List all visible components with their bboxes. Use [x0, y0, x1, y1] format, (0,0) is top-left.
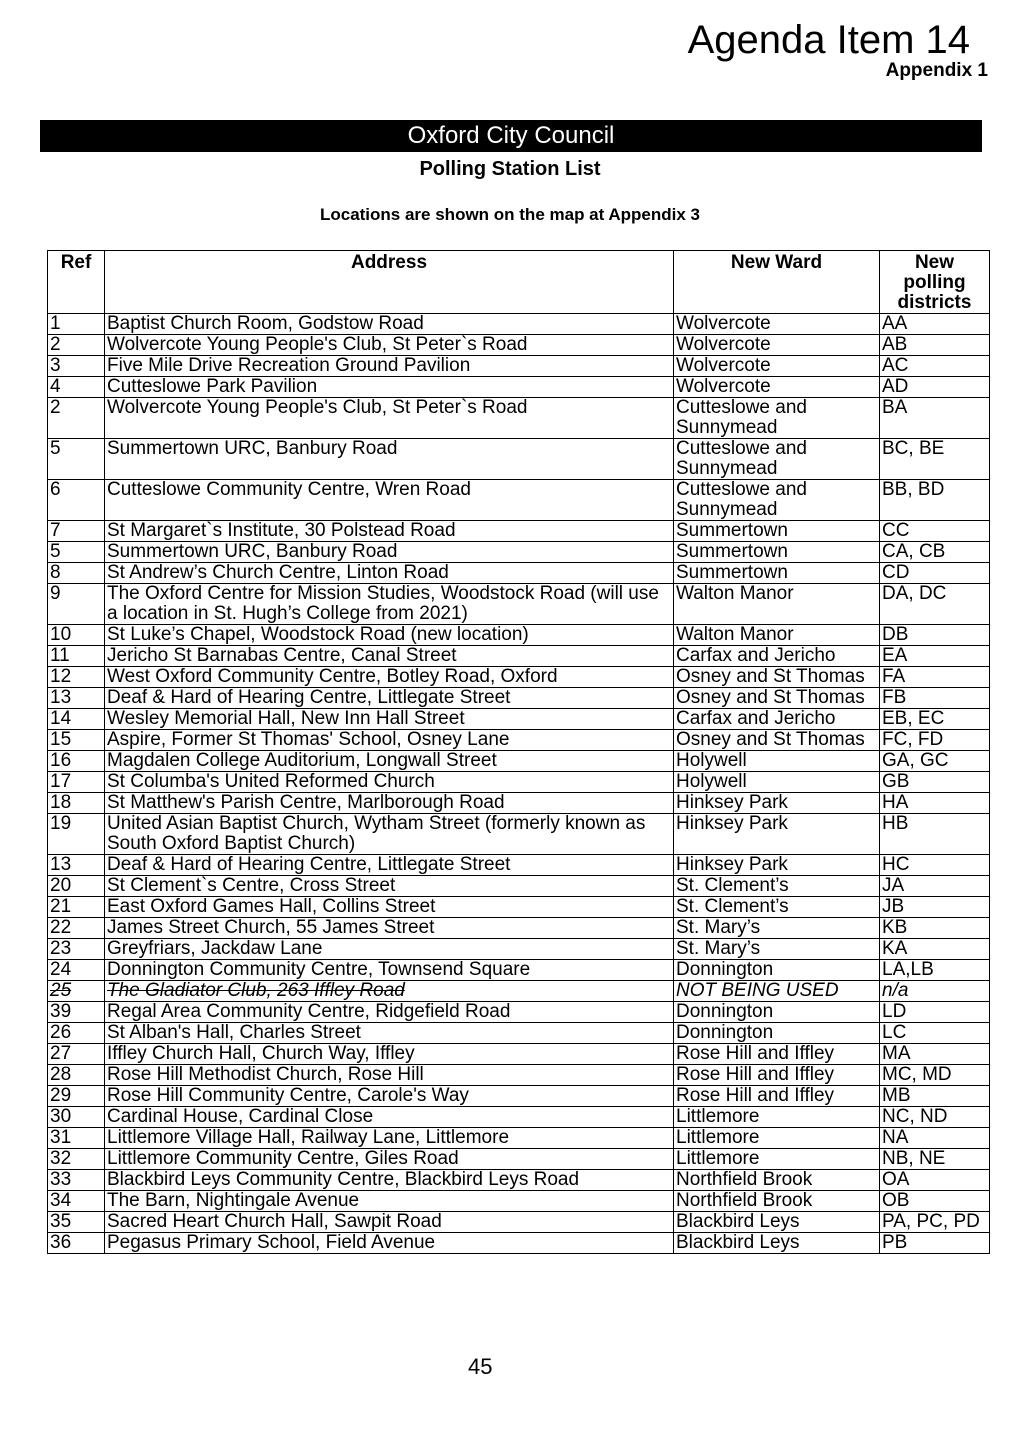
table-row	[48, 356, 990, 377]
appendix-label: Appendix 1	[885, 60, 988, 81]
table-row	[48, 377, 990, 398]
ref-cell: 30	[48, 1107, 105, 1128]
table-row	[48, 1191, 990, 1212]
ward-cell: Walton Manor	[674, 584, 880, 625]
district-cell: AD	[880, 377, 990, 398]
ref-cell: 34	[48, 1191, 105, 1212]
district-cell: HC	[880, 855, 990, 876]
ref-cell: 13	[48, 855, 105, 876]
header-ref: Ref	[48, 251, 105, 314]
table-row	[48, 1065, 990, 1086]
ref-cell: 7	[48, 521, 105, 542]
ref-cell: 35	[48, 1212, 105, 1233]
ward-cell: Littlemore	[674, 1128, 880, 1149]
ward-cell: Wolvercote	[674, 335, 880, 356]
address-cell: West Oxford Community Centre, Botley Road, Oxford	[105, 667, 674, 688]
address-cell: Jericho St Barnabas Centre, Canal Street	[105, 646, 674, 667]
table-row	[48, 584, 990, 625]
address-cell: Sacred Heart Church Hall, Sawpit Road	[105, 1212, 674, 1233]
table-row	[48, 480, 990, 521]
address-cell: Cutteslowe Park Pavilion	[105, 377, 674, 398]
header-districts: New polling districts	[880, 251, 990, 314]
address-cell: St Columba's United Reformed Church	[105, 772, 674, 793]
address-cell: Wolvercote Young People's Club, St Peter`s Road	[105, 398, 674, 439]
district-cell: DB	[880, 625, 990, 646]
district-cell: LA,LB	[880, 960, 990, 981]
table-body	[48, 314, 990, 1254]
address-cell: The Barn, Nightingale Avenue	[105, 1191, 674, 1212]
ward-cell: St. Mary’s	[674, 918, 880, 939]
ref-cell: 13	[48, 688, 105, 709]
address-cell: Wolvercote Young People's Club, St Peter`s Road	[105, 335, 674, 356]
table-row	[48, 960, 990, 981]
address-cell: Cutteslowe Community Centre, Wren Road	[105, 480, 674, 521]
district-cell: OB	[880, 1191, 990, 1212]
address-cell: St Luke’s Chapel, Woodstock Road (new location)	[105, 625, 674, 646]
district-cell: FC, FD	[880, 730, 990, 751]
district-cell: AA	[880, 314, 990, 335]
ref-cell: 2	[48, 398, 105, 439]
address-cell: Blackbird Leys Community Centre, Blackbird Leys Road	[105, 1170, 674, 1191]
ward-cell: Northfield Brook	[674, 1191, 880, 1212]
ward-cell: Littlemore	[674, 1149, 880, 1170]
ref-cell: 36	[48, 1233, 105, 1254]
ref-cell: 2	[48, 335, 105, 356]
table-row	[48, 1212, 990, 1233]
table-row	[48, 563, 990, 584]
address-cell: James Street Church, 55 James Street	[105, 918, 674, 939]
district-cell: AC	[880, 356, 990, 377]
table-row	[48, 439, 990, 480]
ward-cell: Cutteslowe and Sunnymead	[674, 398, 880, 439]
ref-cell: 15	[48, 730, 105, 751]
district-cell: NB, NE	[880, 1149, 990, 1170]
table-row	[48, 939, 990, 960]
ward-cell: Hinksey Park	[674, 855, 880, 876]
agenda-item-label: Agenda Item 14	[687, 18, 970, 62]
district-cell: EA	[880, 646, 990, 667]
address-cell: The Oxford Centre for Mission Studies, Woodstock Road (will use a location in St. Hugh’s College from 2021)	[105, 584, 674, 625]
address-cell: United Asian Baptist Church, Wytham Street (formerly known as South Oxford Baptist Church)	[105, 814, 674, 855]
table-row	[48, 667, 990, 688]
district-cell: FA	[880, 667, 990, 688]
district-cell: NA	[880, 1128, 990, 1149]
district-cell: LC	[880, 1023, 990, 1044]
table-row	[48, 542, 990, 563]
ward-cell: Rose Hill and Iffley	[674, 1044, 880, 1065]
district-cell: GB	[880, 772, 990, 793]
address-cell: Deaf & Hard of Hearing Centre, Littlegate Street	[105, 855, 674, 876]
ward-cell: St. Clement’s	[674, 876, 880, 897]
table-row	[48, 897, 990, 918]
district-cell: DA, DC	[880, 584, 990, 625]
district-cell: HA	[880, 793, 990, 814]
ref-cell: 11	[48, 646, 105, 667]
table-row	[48, 1002, 990, 1023]
ref-cell: 8	[48, 563, 105, 584]
ref-cell: 1	[48, 314, 105, 335]
ref-cell: 20	[48, 876, 105, 897]
district-cell: FB	[880, 688, 990, 709]
address-cell: Cardinal House, Cardinal Close	[105, 1107, 674, 1128]
table-header-row	[48, 251, 990, 314]
ward-cell: Carfax and Jericho	[674, 709, 880, 730]
ref-cell: 22	[48, 918, 105, 939]
district-cell: JB	[880, 897, 990, 918]
table-row	[48, 398, 990, 439]
ref-cell: 6	[48, 480, 105, 521]
table-row	[48, 876, 990, 897]
ward-cell: Hinksey Park	[674, 793, 880, 814]
ward-cell: Rose Hill and Iffley	[674, 1065, 880, 1086]
address-cell: Greyfriars, Jackdaw Lane	[105, 939, 674, 960]
district-cell: BA	[880, 398, 990, 439]
ward-cell: Osney and St Thomas	[674, 688, 880, 709]
ward-cell: Blackbird Leys	[674, 1212, 880, 1233]
ward-cell: Rose Hill and Iffley	[674, 1086, 880, 1107]
ref-cell: 3	[48, 356, 105, 377]
page-number: 45	[468, 1354, 493, 1379]
ward-cell: Walton Manor	[674, 625, 880, 646]
district-cell: NC, ND	[880, 1107, 990, 1128]
district-cell: AB	[880, 335, 990, 356]
ref-cell: 27	[48, 1044, 105, 1065]
ward-cell: Summertown	[674, 521, 880, 542]
table-row	[48, 1170, 990, 1191]
district-cell: MA	[880, 1044, 990, 1065]
ref-cell: 24	[48, 960, 105, 981]
table-row	[48, 1086, 990, 1107]
table-row	[48, 793, 990, 814]
address-cell: St Andrew’s Church Centre, Linton Road	[105, 563, 674, 584]
table-row	[48, 772, 990, 793]
address-cell: St Margaret`s Institute, 30 Polstead Road	[105, 521, 674, 542]
ward-cell: Blackbird Leys	[674, 1233, 880, 1254]
address-cell: Deaf & Hard of Hearing Centre, Littlegate Street	[105, 688, 674, 709]
ref-cell: 12	[48, 667, 105, 688]
district-cell: JA	[880, 876, 990, 897]
table-row	[48, 1023, 990, 1044]
address-cell: The Gladiator Club, 263 Iffley Road	[105, 981, 674, 1002]
table-row	[48, 1233, 990, 1254]
ref-cell: 21	[48, 897, 105, 918]
ref-cell: 19	[48, 814, 105, 855]
district-cell: KB	[880, 918, 990, 939]
district-cell: PB	[880, 1233, 990, 1254]
table-row	[48, 981, 990, 1002]
address-cell: Summertown URC, Banbury Road	[105, 542, 674, 563]
address-cell: St Clement`s Centre, Cross Street	[105, 876, 674, 897]
address-cell: Pegasus Primary School, Field Avenue	[105, 1233, 674, 1254]
ward-cell: Donnington	[674, 1023, 880, 1044]
ward-cell: Northfield Brook	[674, 1170, 880, 1191]
ref-cell: 14	[48, 709, 105, 730]
district-cell: EB, EC	[880, 709, 990, 730]
district-cell: CC	[880, 521, 990, 542]
ref-cell: 31	[48, 1128, 105, 1149]
ref-cell: 32	[48, 1149, 105, 1170]
address-cell: Wesley Memorial Hall, New Inn Hall Street	[105, 709, 674, 730]
ward-cell: Littlemore	[674, 1107, 880, 1128]
ref-cell: 18	[48, 793, 105, 814]
district-cell: BC, BE	[880, 439, 990, 480]
ref-cell: 26	[48, 1023, 105, 1044]
ward-cell: Donnington	[674, 1002, 880, 1023]
table-row	[48, 521, 990, 542]
ward-cell: Wolvercote	[674, 314, 880, 335]
map-note: Locations are shown on the map at Appendix 3	[319, 205, 701, 224]
ward-cell: St. Mary’s	[674, 939, 880, 960]
page-subtitle: Polling Station List	[419, 158, 601, 180]
ref-cell: 9	[48, 584, 105, 625]
district-cell: BB, BD	[880, 480, 990, 521]
ward-cell: Hinksey Park	[674, 814, 880, 855]
header-address: Address	[105, 251, 674, 314]
address-cell: Summertown URC, Banbury Road	[105, 439, 674, 480]
ref-cell: 5	[48, 542, 105, 563]
ward-cell: St. Clement’s	[674, 897, 880, 918]
address-cell: Five Mile Drive Recreation Ground Pavilion	[105, 356, 674, 377]
district-cell: n/a	[880, 981, 990, 1002]
ref-cell: 39	[48, 1002, 105, 1023]
district-cell: CD	[880, 563, 990, 584]
address-cell: East Oxford Games Hall, Collins Street	[105, 897, 674, 918]
ref-cell: 28	[48, 1065, 105, 1086]
district-cell: LD	[880, 1002, 990, 1023]
address-cell: Rose Hill Community Centre, Carole's Way	[105, 1086, 674, 1107]
district-cell: CA, CB	[880, 542, 990, 563]
ref-cell: 29	[48, 1086, 105, 1107]
ref-cell: 23	[48, 939, 105, 960]
table-row	[48, 855, 990, 876]
ward-cell: Cutteslowe and Sunnymead	[674, 439, 880, 480]
ward-cell: Summertown	[674, 542, 880, 563]
table-row	[48, 688, 990, 709]
table-row	[48, 730, 990, 751]
ward-cell: Carfax and Jericho	[674, 646, 880, 667]
address-cell: Rose Hill Methodist Church, Rose Hill	[105, 1065, 674, 1086]
ref-cell: 5	[48, 439, 105, 480]
address-cell: Donnington Community Centre, Townsend Square	[105, 960, 674, 981]
ward-cell: Osney and St Thomas	[674, 667, 880, 688]
district-cell: GA, GC	[880, 751, 990, 772]
ward-cell: Holywell	[674, 772, 880, 793]
table-row	[48, 1128, 990, 1149]
ref-cell: 16	[48, 751, 105, 772]
address-cell: Baptist Church Room, Godstow Road	[105, 314, 674, 335]
table-row	[48, 751, 990, 772]
address-cell: Regal Area Community Centre, Ridgefield Road	[105, 1002, 674, 1023]
ref-cell: 33	[48, 1170, 105, 1191]
ref-cell: 4	[48, 377, 105, 398]
ward-cell: Wolvercote	[674, 356, 880, 377]
ward-cell: Donnington	[674, 960, 880, 981]
table-row	[48, 814, 990, 855]
ward-cell: Cutteslowe and Sunnymead	[674, 480, 880, 521]
table-row	[48, 646, 990, 667]
table-row	[48, 918, 990, 939]
table-row	[48, 1044, 990, 1065]
table-row	[48, 1107, 990, 1128]
address-cell: Iffley Church Hall, Church Way, Iffley	[105, 1044, 674, 1065]
table-row	[48, 625, 990, 646]
ref-cell: 10	[48, 625, 105, 646]
table-row	[48, 335, 990, 356]
address-cell: Littlemore Village Hall, Railway Lane, Littlemore	[105, 1128, 674, 1149]
ward-cell: Osney and St Thomas	[674, 730, 880, 751]
header-ward: New Ward	[674, 251, 880, 314]
council-banner: Oxford City Council	[40, 120, 982, 152]
district-cell: HB	[880, 814, 990, 855]
district-cell: MB	[880, 1086, 990, 1107]
address-cell: Magdalen College Auditorium, Longwall Street	[105, 751, 674, 772]
address-cell: Aspire, Former St Thomas' School, Osney Lane	[105, 730, 674, 751]
polling-station-table	[47, 250, 990, 1254]
district-cell: MC, MD	[880, 1065, 990, 1086]
ref-cell: 25	[48, 981, 105, 1002]
ward-cell: Holywell	[674, 751, 880, 772]
table-row	[48, 1149, 990, 1170]
ref-cell: 17	[48, 772, 105, 793]
address-cell: St Matthew's Parish Centre, Marlborough Road	[105, 793, 674, 814]
district-cell: PA, PC, PD	[880, 1212, 990, 1233]
ward-cell: Summertown	[674, 563, 880, 584]
district-cell: OA	[880, 1170, 990, 1191]
ward-cell: Wolvercote	[674, 377, 880, 398]
address-cell: Littlemore Community Centre, Giles Road	[105, 1149, 674, 1170]
address-cell: St Alban's Hall, Charles Street	[105, 1023, 674, 1044]
ward-cell: NOT BEING USED	[674, 981, 880, 1002]
table-row	[48, 709, 990, 730]
table-row	[48, 314, 990, 335]
district-cell: KA	[880, 939, 990, 960]
